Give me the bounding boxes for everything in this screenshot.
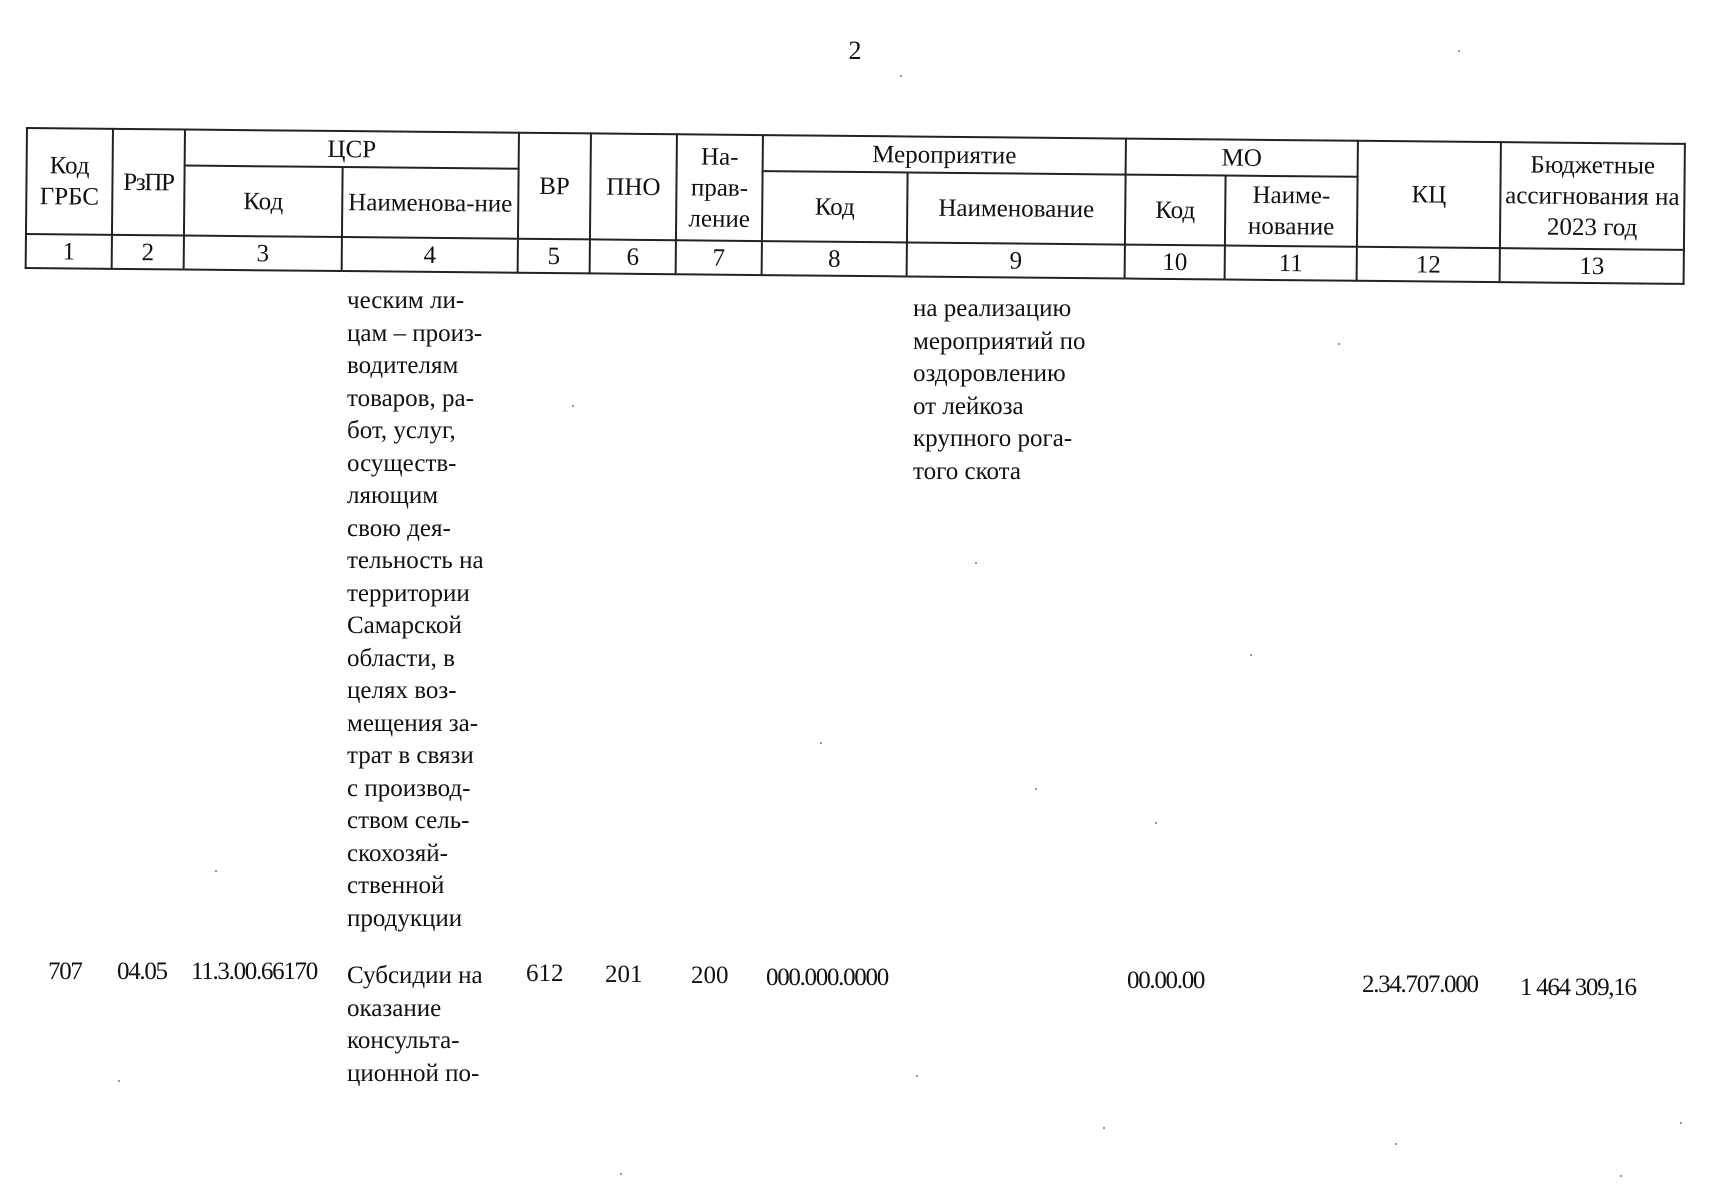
header-budget: Бюджетные ассигнования на 2023 год <box>1500 142 1685 250</box>
scan-speck <box>1250 654 1252 656</box>
scan-speck <box>1155 822 1157 824</box>
header-meropriyatie: Мероприятие <box>763 135 1126 174</box>
header-mo-kod: Код <box>1125 175 1226 246</box>
header-napravlenie: На-прав-ление <box>676 134 763 241</box>
col-number: 12 <box>1357 247 1500 282</box>
scan-speck <box>916 1075 918 1077</box>
scan-speck <box>572 405 574 407</box>
col-number: 8 <box>762 241 907 276</box>
header-mer-kod: Код <box>762 171 908 242</box>
scan-speck <box>1338 343 1340 345</box>
cell-mer-kod: 000.000.0000 <box>766 964 888 991</box>
page-number: 2 <box>848 36 862 65</box>
cell-csr-kod: 11.3.00.66170 <box>191 958 317 985</box>
header-csr: ЦСР <box>185 130 519 169</box>
header-mer-name: Наименование <box>907 172 1126 244</box>
col-number: 2 <box>112 235 184 270</box>
cell-rzpr: 04.05 <box>117 958 167 985</box>
cell-kc: 2.34.707.000 <box>1362 971 1478 998</box>
scan-speck <box>820 742 822 744</box>
header-kc: КЦ <box>1357 141 1501 248</box>
cell-pno: 201 <box>605 961 643 988</box>
scan-speck <box>215 870 217 872</box>
scan-speck <box>1458 50 1460 52</box>
col-number: 5 <box>518 239 590 274</box>
col-number: 9 <box>907 242 1125 278</box>
col-number: 1 <box>26 234 112 269</box>
cell-budget: 1 464 309,16 <box>1520 974 1636 1001</box>
header-kod-grbs: Код ГРБС <box>26 128 113 235</box>
header-vr: ВР <box>518 133 591 240</box>
csr-name-continuation: ческим ли- цам – произ- водителям товаров, ра- бот, услуг, осуществ- ляющим свою дея- тельность на территории Самарской области, в целях воз- мещения за- трат в связи с производ- ством сель- скохозяй- ственной продукции <box>347 287 484 932</box>
header-mo-name: Наиме-нование <box>1225 176 1358 247</box>
scan-speck <box>900 75 902 77</box>
scan-speck <box>975 562 977 564</box>
col-number: 4 <box>342 237 518 273</box>
cell-csr-name: Субсидии на оказание консульта- ционной по- <box>347 962 483 1087</box>
scan-speck <box>1035 788 1037 790</box>
col-number: 3 <box>184 236 342 272</box>
scan-speck <box>620 1173 622 1175</box>
col-number: 11 <box>1225 246 1357 281</box>
header-mo: МО <box>1126 139 1358 177</box>
meropriyatie-name-continuation: на реализацию мероприятий по оздоровлению от лейкоза крупного рога- того скота <box>913 295 1086 485</box>
cell-mo-kod: 00.00.00 <box>1127 967 1205 994</box>
cell-grbs: 707 <box>48 958 82 985</box>
scan-speck <box>1620 1175 1622 1177</box>
table-header <box>25 127 1686 285</box>
scan-speck <box>1680 1122 1682 1124</box>
cell-napravlenie: 200 <box>691 962 729 989</box>
header-rzpr: РзПР <box>112 129 185 236</box>
scan-speck <box>1395 1143 1397 1145</box>
scan-speck <box>1103 1127 1105 1129</box>
col-number: 10 <box>1125 245 1225 280</box>
cell-vr: 612 <box>526 960 564 987</box>
header-csr-kod: Код <box>184 166 343 238</box>
col-number: 6 <box>590 239 676 274</box>
col-number: 13 <box>1500 248 1684 284</box>
scan-speck <box>118 1080 120 1082</box>
header-csr-name: Наименова-ние <box>342 167 519 239</box>
header-pno: ПНО <box>590 133 677 240</box>
col-number: 7 <box>676 240 762 275</box>
